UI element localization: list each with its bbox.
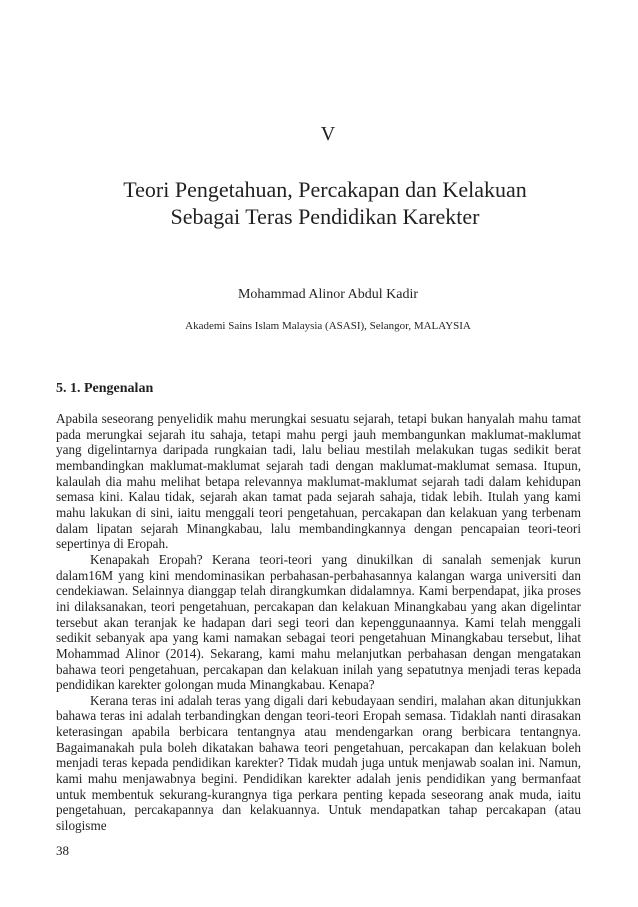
paragraph: Apabila seseorang penyelidik mahu merungkai sesuatu sejarah, tetapi bukan hanyalah mahu tamat pada merungkai sejarah itu sahaja, tetapi mahu pergi jauh membangunkan maklumat-maklumat yang digelintarnya daripada rungkaian tadi, lalu beliau mestilah melakukan tugas sedikit berat membandingkan maklumat-maklumat sejarah tadi dengan maklumat-maklumat semasa. Itupun, kalaulah dia mahu melihat betapa relevannya maklumat-maklumat sejarah tadi dalam kehidupan semasa kini. Kalau tidak, sejarah akan tamat pada sejarah sahaja, tidak lebih. Itulah yang kami mahu lakukan di sini, iaitu menggali teori pengetahuan, percakapan dan kelakuan yang terbenam dalam lipatan sejarah Minangkabau, lalu membandingkannya dengan pencapaian teori-teori sepertinya di Eropah. [56, 411, 581, 552]
section-heading: 5. 1. Pengenalan [56, 381, 154, 396]
page-number: 38 [56, 843, 69, 858]
author-affiliation: Akademi Sains Islam Malaysia (ASASI), Selangor, MALAYSIA [185, 320, 471, 332]
chapter-title-line-1: Teori Pengetahuan, Percakapan dan Kelakuan [123, 177, 527, 202]
paragraph: Kenapakah Eropah? Kerana teori-teori yang dinukilkan di sanalah semenjak kurun dalam16M yang kini mendominasikan perbahasan-perbahasannya kalangan warga universiti dan cendekiawan. Selainnya dianggap telah dirangkumkan didalamnya. Kami berpendapat, jika proses ini dilaksanakan, teori pengetahuan, percakapan dan kelakuan Minangkabau yang akan digelintar tersebut akan teranjak ke hadapan dari segi teori dan kepenggunaannya. Kami telah menggali sedikit sebanyak apa yang kami namakan sebagai teori pengetahuan Minangkabau tersebut, lihat Mohammad Alinor (2014). Sekarang, kami mahu melanjutkan perbahasan dengan mengatakan bahawa teori pengetahuan, percakapan dan kelakuan inilah yang sepatutnya menjadi teras kepada pendidikan karekter golongan muda Minangkabau. Kenapa? [56, 551, 581, 693]
section-body [56, 411, 581, 834]
chapter-title [60, 176, 590, 230]
chapter-title-line-2: Sebagai Teras Pendidikan Karekter [170, 204, 480, 229]
paragraph: Kerana teras ini adalah teras yang digali dari kebudayaan sendiri, malahan akan ditunjukkan bahawa teras ini adalah terbandingkan dengan teori-teori Eropah semasa. Tidaklah nanti dirasakan keterasingan apabila berbicara tentangnya atau mendengarkan orang berbicara tentangnya. Bagaimanakah pula boleh dikatakan bahawa teori pengetahuan, percakapan dan kelakuan boleh menjadi teras kepada pendidikan karekter? Tidak mudah juga untuk menjawab soalan ini. Namun, kami mahu menjawabnya begini. Pendidikan karekter adalah jenis pendidikan yang bermanfaat untuk membentuk sekurang-kurangnya tiga perkara penting kepada seseorang anak muda, iaitu pengetahuan, percakapannya dan kelakuannya. Untuk mendapatkan tahap percakapan (atau silogisme [56, 692, 581, 834]
chapter-number: V [320, 123, 336, 145]
author-name: Mohammad Alinor Abdul Kadir [237, 287, 419, 302]
